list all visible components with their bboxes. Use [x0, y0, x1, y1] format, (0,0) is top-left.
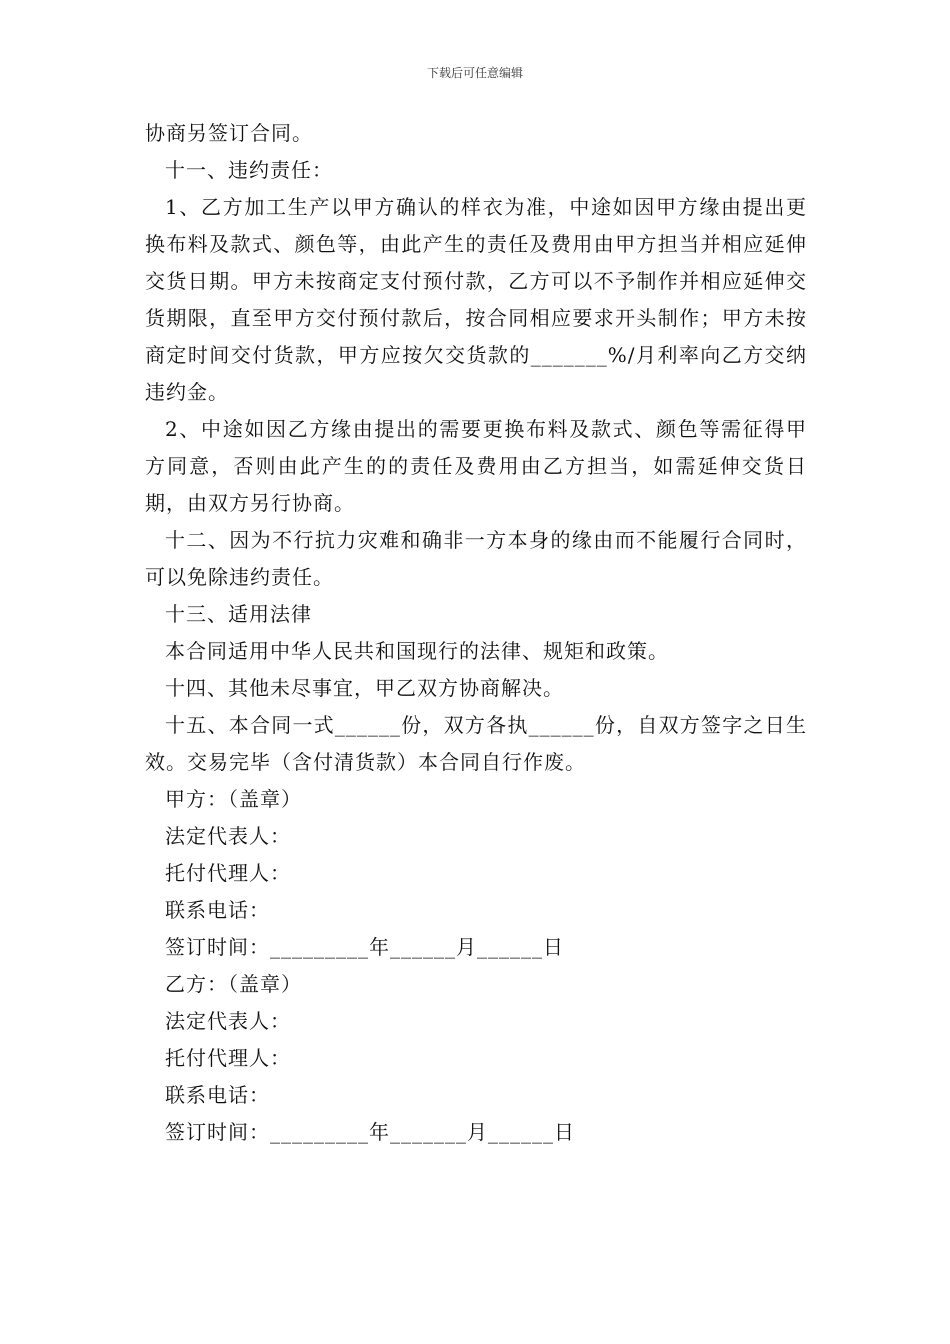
- section-copies: 十五、本合同一式______份，双方各执______份，自双方签字之日生效。交易完毕（含付清货款）本合同自行作废。: [145, 713, 807, 774]
- party-a-signature-block: [145, 781, 807, 966]
- section-heading-law: 十三、适用法律: [165, 602, 312, 626]
- contract-body: [145, 115, 807, 1151]
- party-a-date: 签订时间：_________年______月______日: [165, 935, 564, 959]
- clause-applicable-law: 本合同适用中华人民共和国现行的法律、规矩和政策。: [165, 639, 669, 663]
- section-other-matters: 十四、其他未尽事宜，甲乙双方协商解决。: [165, 676, 564, 700]
- party-b-signature-block: [145, 966, 807, 1151]
- section-heading-breach: 十一、违约责任：: [165, 158, 333, 182]
- clause-breach-1: 1、乙方加工生产以甲方确认的样衣为准，中途如因甲方缘由提出更换布料及款式、颜色等，由此产生的责任及费用由甲方担当并相应延伸交货日期。甲方未按商定支付预付款，乙方可以不予制作并相应延伸交货期限，直至甲方交付预付款后，按合同相应要求开头制作；甲方未按商定时间交付货款，甲方应按欠交货款的_______%/月利率向乙方交纳违约金。: [145, 195, 807, 404]
- party-a-title: 甲方：（盖章）: [165, 787, 302, 811]
- party-b-phone: 联系电话：: [165, 1083, 270, 1107]
- page-header-note: 下载后可任意编辑: [426, 66, 523, 80]
- party-a-phone: 联系电话：: [165, 898, 270, 922]
- section-force-majeure: 十二、因为不行抗力灾难和确非一方本身的缘由而不能履行合同时，可以免除违约责任。: [145, 528, 807, 589]
- party-b-title: 乙方：（盖章）: [165, 972, 302, 996]
- party-b-agent: 托付代理人：: [165, 1046, 291, 1070]
- paragraph-continuation: 协商另签订合同。: [145, 121, 313, 145]
- party-b-date: 签订时间：_________年_______月______日: [165, 1120, 575, 1144]
- party-a-representative: 法定代表人：: [165, 824, 291, 848]
- party-a-agent: 托付代理人：: [165, 861, 291, 885]
- clause-breach-2: 2、中途如因乙方缘由提出的需要更换布料及款式、颜色等需征得甲方同意，否则由此产生的的责任及费用由乙方担当，如需延伸交货日期，由双方另行协商。: [145, 417, 807, 515]
- party-b-representative: 法定代表人：: [165, 1009, 291, 1033]
